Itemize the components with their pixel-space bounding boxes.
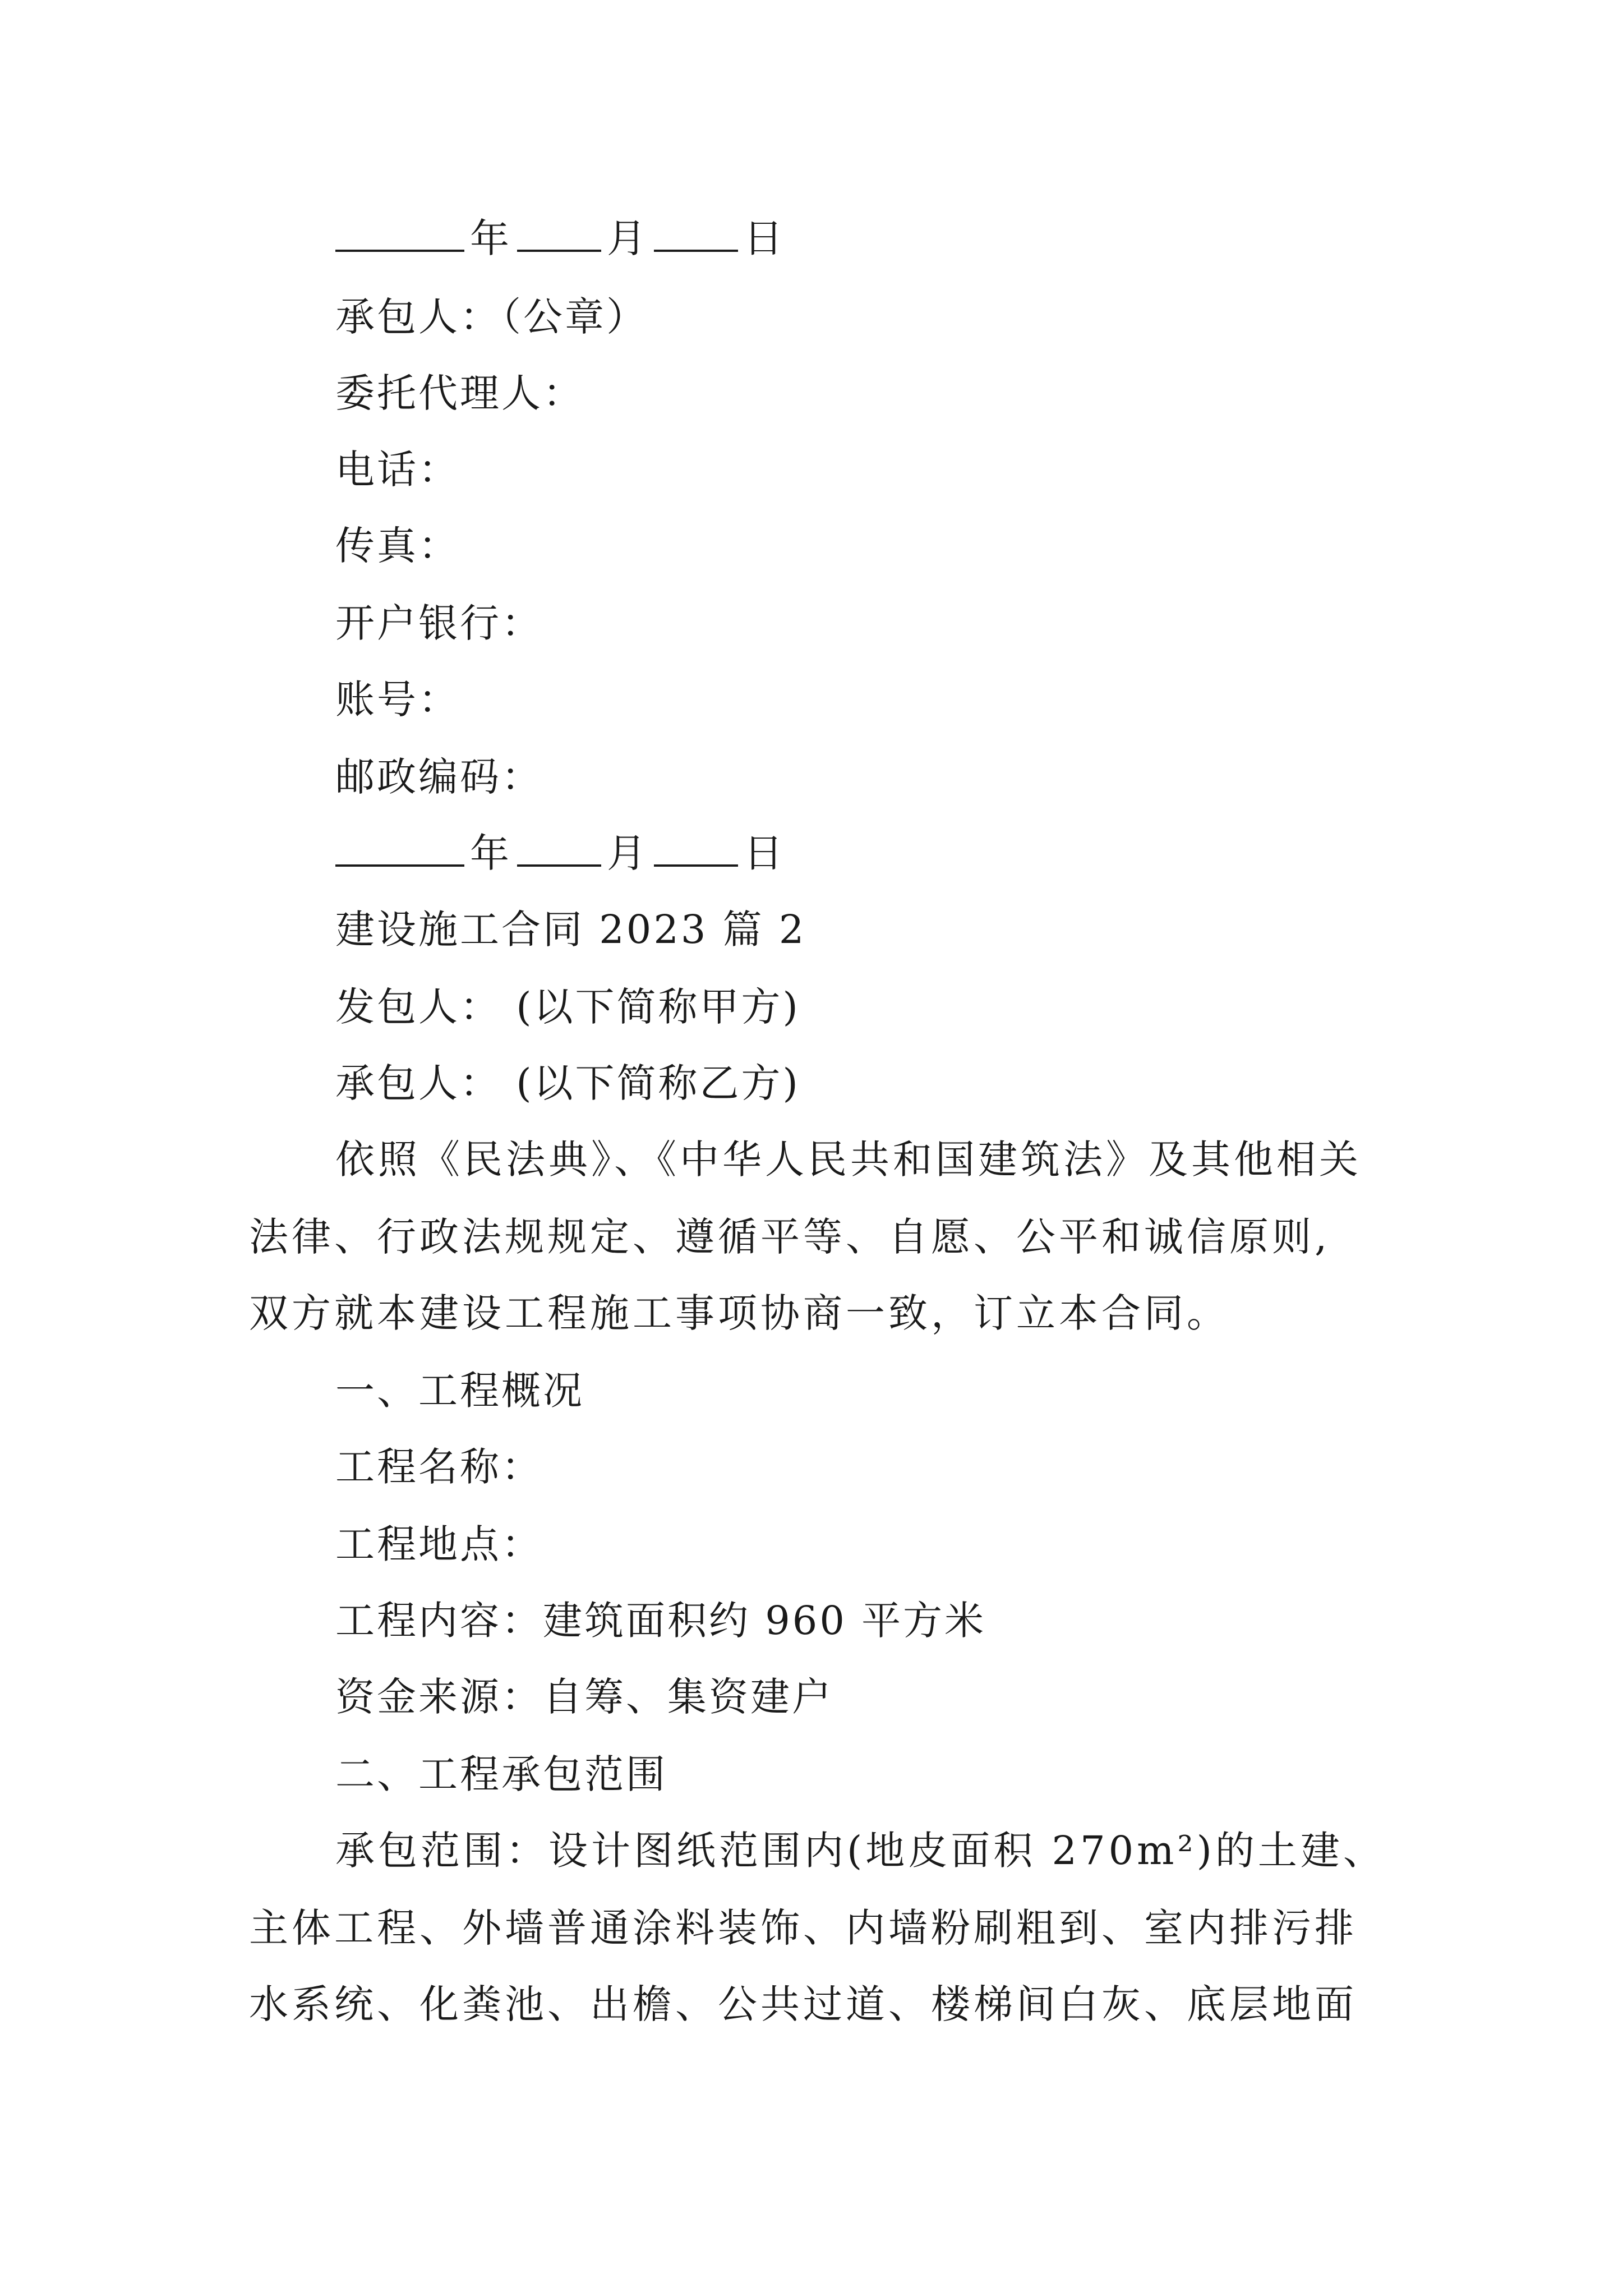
heading-contract-scope: 二、工程承包范围 (335, 1751, 667, 1797)
year-label: 年 (470, 830, 511, 876)
account-field: 账号： (335, 677, 460, 723)
intro-line-2: 法律、行政法规规定、遵循平等、自愿、公平和诚信原则, (249, 1214, 1331, 1260)
employer-field: 发包人： (以下简称甲方) (335, 984, 800, 1030)
project-name-field: 工程名称： (335, 1444, 543, 1490)
year-blank (335, 215, 464, 252)
scope-line-2: 主体工程、外墙普通涂料装饰、内墙粉刷粗到、室内排污排 (249, 1905, 1357, 1951)
project-content-field: 工程内容：建筑面积约 960 平方米 (335, 1598, 986, 1644)
contractor-field: 承包人： (以下简称乙方) (335, 1060, 800, 1106)
month-label: 月 (607, 830, 648, 876)
funding-source-field: 资金来源：自筹、集资建户 (335, 1674, 833, 1720)
month-label: 月 (607, 215, 648, 261)
day-label: 日 (744, 215, 785, 261)
section-title: 建设施工合同 2023 篇 2 (335, 907, 806, 953)
day-blank (654, 830, 738, 867)
day-label: 日 (744, 830, 785, 876)
year-blank (335, 830, 464, 867)
month-blank (517, 215, 601, 252)
contractor-seal: 承包人：（公章） (335, 294, 648, 340)
month-blank (517, 830, 601, 867)
intro-line-3: 双方就本建设工程施工事项协商一致，订立本合同。 (249, 1290, 1229, 1336)
intro-line-1: 依照《民法典》、《中华人民共和国建筑法》及其他相关 (335, 1137, 1362, 1182)
scope-line-3: 水系统、化粪池、出檐、公共过道、楼梯间白灰、底层地面 (249, 1981, 1357, 2027)
heading-project-overview: 一、工程概况 (335, 1368, 584, 1414)
agent-field: 委托代理人： (335, 370, 584, 416)
fax-field: 传真： (335, 523, 460, 569)
bank-field: 开户银行： (335, 600, 543, 646)
year-label: 年 (470, 215, 511, 261)
date-line-1 (335, 213, 791, 264)
postcode-field: 邮政编码： (335, 754, 543, 800)
date-line-2 (335, 828, 791, 878)
scope-line-1: 承包范围：设计图纸范围内(地皮面积 270m²)的土建、 (335, 1828, 1386, 1874)
phone-field: 电话： (335, 447, 460, 493)
day-blank (654, 215, 738, 252)
project-location-field: 工程地点： (335, 1521, 543, 1567)
